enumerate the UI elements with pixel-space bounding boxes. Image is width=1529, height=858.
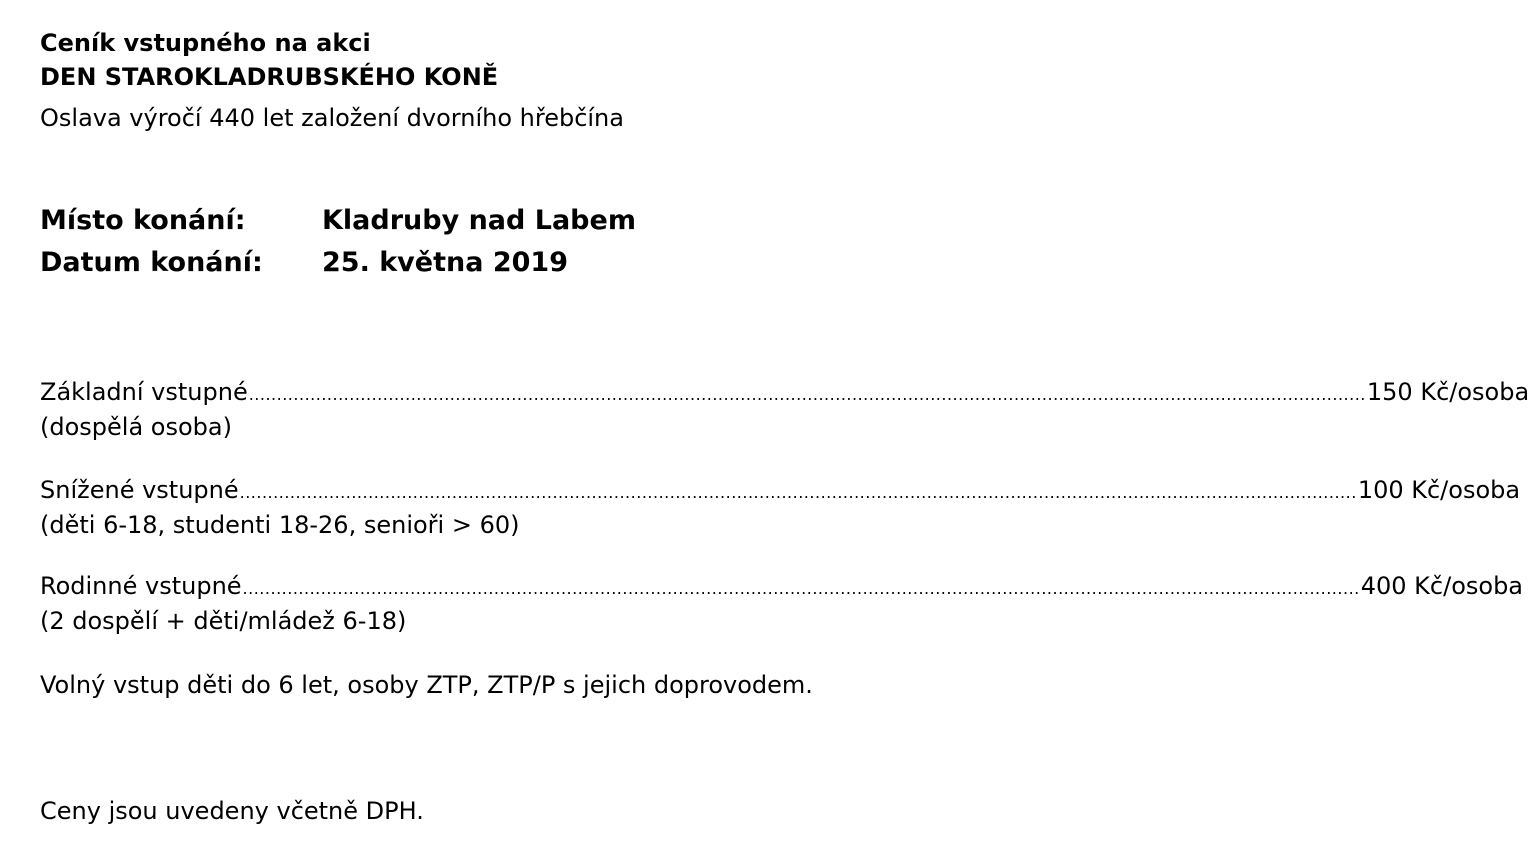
free-entry-note: Volný vstup děti do 6 let, osoby ZTP, ZTP/P s jejich doprovodem. (40, 671, 813, 699)
price-list-document (40, 0, 1529, 858)
price-value: 400 Kč/osoba (1360, 572, 1524, 600)
price-label: Rodinné vstupné (40, 572, 242, 600)
price-row-reduced (40, 474, 1521, 541)
place-label: Místo konání: (40, 205, 246, 236)
document-title-line2: DEN STAROKLADRUBSKÉHO KONĚ (40, 63, 499, 91)
price-value: 150 Kč/osoba (1366, 378, 1529, 406)
date-value: 25. května 2019 (322, 247, 568, 278)
price-note: (2 dospělí + děti/mládež 6-18) (40, 607, 407, 635)
price-value: 100 Kč/osoba (1357, 476, 1521, 504)
event-place (40, 204, 636, 238)
dot-leader: ........................................................................................................................................................................................................ (242, 579, 1360, 598)
vat-note: Ceny jsou uvedeny včetně DPH. (40, 797, 424, 825)
price-label: Snížené vstupné (40, 476, 239, 504)
dot-leader: ........................................................................................................................................................................................................ (239, 483, 1357, 502)
price-note: (děti 6-18, studenti 18-26, senioři > 60) (40, 511, 520, 539)
place-value: Kladruby nad Labem (322, 205, 636, 236)
date-label: Datum konání: (40, 247, 263, 278)
price-label: Základní vstupné (40, 378, 248, 406)
document-title-line1: Ceník vstupného na akci (40, 29, 371, 57)
document-subtitle: Oslava výročí 440 let založení dvorního hřebčína (40, 104, 624, 132)
price-row-basic (40, 376, 1529, 443)
price-row-family (40, 570, 1524, 637)
event-date (40, 246, 568, 280)
dot-leader: ........................................................................................................................................................................................................ (248, 385, 1366, 404)
price-note: (dospělá osoba) (40, 413, 232, 441)
